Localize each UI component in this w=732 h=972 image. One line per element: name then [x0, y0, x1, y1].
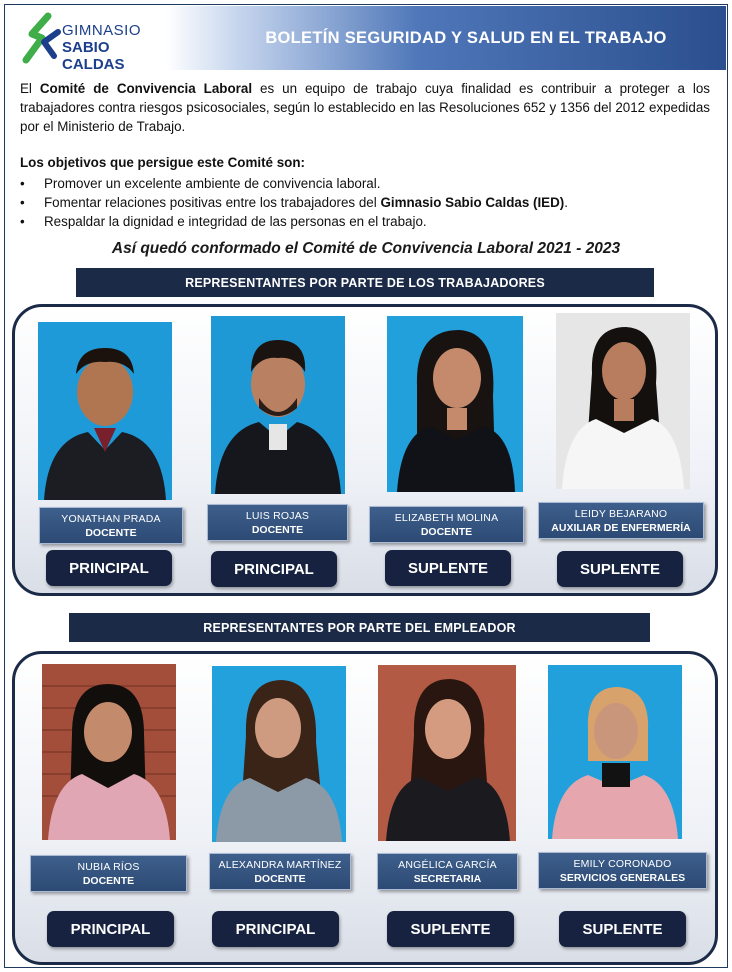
- member-name-card: [369, 506, 524, 543]
- logo-line-1: GIMNASIO: [62, 22, 142, 39]
- intro-paragraph: [20, 79, 710, 136]
- member-name-card: [377, 853, 518, 890]
- member-photo: [42, 664, 176, 840]
- member-type-badge: SUPLENTE: [387, 911, 514, 947]
- committee-title: Así quedó conformado el Comité de Convivencia Laboral 2021 - 2023: [111, 240, 621, 257]
- member-photo: [38, 322, 172, 500]
- member-role: SECRETARIA: [413, 872, 482, 885]
- objective-text: .: [564, 195, 568, 210]
- member-type-badge: PRINCIPAL: [47, 911, 174, 947]
- member-name: ELIZABETH MOLINA: [394, 511, 499, 524]
- member-name: YONATHAN PRADA: [61, 512, 161, 525]
- objectives-title: Los objetivos que persigue este Comité son:: [20, 155, 305, 170]
- school-logo: [6, 6, 166, 73]
- title-bar: [166, 6, 726, 70]
- member-name-card: [30, 855, 187, 892]
- objective-item: [20, 174, 710, 193]
- member-photo: [378, 665, 516, 841]
- member-type-badge: SUPLENTE: [557, 551, 683, 587]
- member-role: DOCENTE: [254, 872, 306, 885]
- workers-section-heading: REPRESENTANTES POR PARTE DE LOS TRABAJADORES: [76, 268, 654, 297]
- objective-text: Fomentar relaciones positivas entre los trabajadores del: [44, 195, 381, 210]
- member-role: AUXILIAR DE ENFERMERÍA: [551, 521, 691, 534]
- member-name: LEIDY BEJARANO: [574, 507, 668, 520]
- member-type-badge: PRINCIPAL: [211, 551, 337, 587]
- intro-text-bold: Comité de Convivencia Laboral: [39, 81, 253, 96]
- member-photo: [548, 665, 682, 839]
- member-name: LUIS ROJAS: [245, 509, 310, 522]
- school-logo-icon: [18, 12, 64, 66]
- objectives-list: [20, 174, 710, 231]
- member-name-card: [39, 507, 183, 544]
- member-role: DOCENTE: [85, 526, 137, 539]
- intro-text-post: es un equipo de trabajo cuya finalidad es contribuir a proteger a los trabajadores contra riesgos psicosociales, según lo establecido en las Resoluciones 652 y 1356 del 2012 expedidas por el Ministerio de Trabajo.: [20, 81, 710, 134]
- member-role: DOCENTE: [82, 874, 135, 887]
- objective-text: Promover un excelente ambiente de convivencia laboral.: [44, 176, 381, 191]
- bulletin-title: BOLETÍN SEGURIDAD Y SALUD EN EL TRABAJO: [265, 28, 667, 47]
- logo-line-2: SABIO CALDAS: [62, 39, 125, 73]
- member-name: EMILY CORONADO: [573, 857, 672, 870]
- member-name: ANGÉLICA GARCÍA: [398, 858, 497, 871]
- objective-text-bold: Gimnasio Sabio Caldas (IED): [380, 195, 565, 210]
- member-role: DOCENTE: [251, 523, 304, 536]
- member-name: ALEXANDRA MARTÍNEZ: [218, 858, 342, 871]
- objective-item: [20, 193, 710, 212]
- member-name-card: [538, 852, 707, 889]
- member-role: DOCENTE: [420, 525, 473, 538]
- header: [6, 6, 726, 73]
- member-type-badge: PRINCIPAL: [212, 911, 339, 947]
- member-photo: [212, 666, 346, 842]
- member-role: SERVICIOS GENERALES: [559, 871, 686, 884]
- objective-item: [20, 212, 710, 231]
- member-name: NUBIA RÍOS: [77, 860, 140, 873]
- intro-text-pre: El: [20, 81, 40, 96]
- member-type-badge: SUPLENTE: [559, 911, 686, 947]
- member-type-badge: PRINCIPAL: [46, 550, 172, 586]
- member-type-badge: SUPLENTE: [385, 550, 511, 586]
- member-photo: [211, 316, 345, 494]
- member-photo: [387, 316, 523, 492]
- member-photo: [556, 313, 690, 489]
- member-name-card: [209, 853, 351, 890]
- member-name-card: [207, 504, 348, 541]
- objective-text: Respaldar la dignidad e integridad de las personas en el trabajo.: [44, 214, 427, 229]
- employer-section-heading: REPRESENTANTES POR PARTE DEL EMPLEADOR: [69, 613, 650, 642]
- member-name-card: [538, 502, 704, 539]
